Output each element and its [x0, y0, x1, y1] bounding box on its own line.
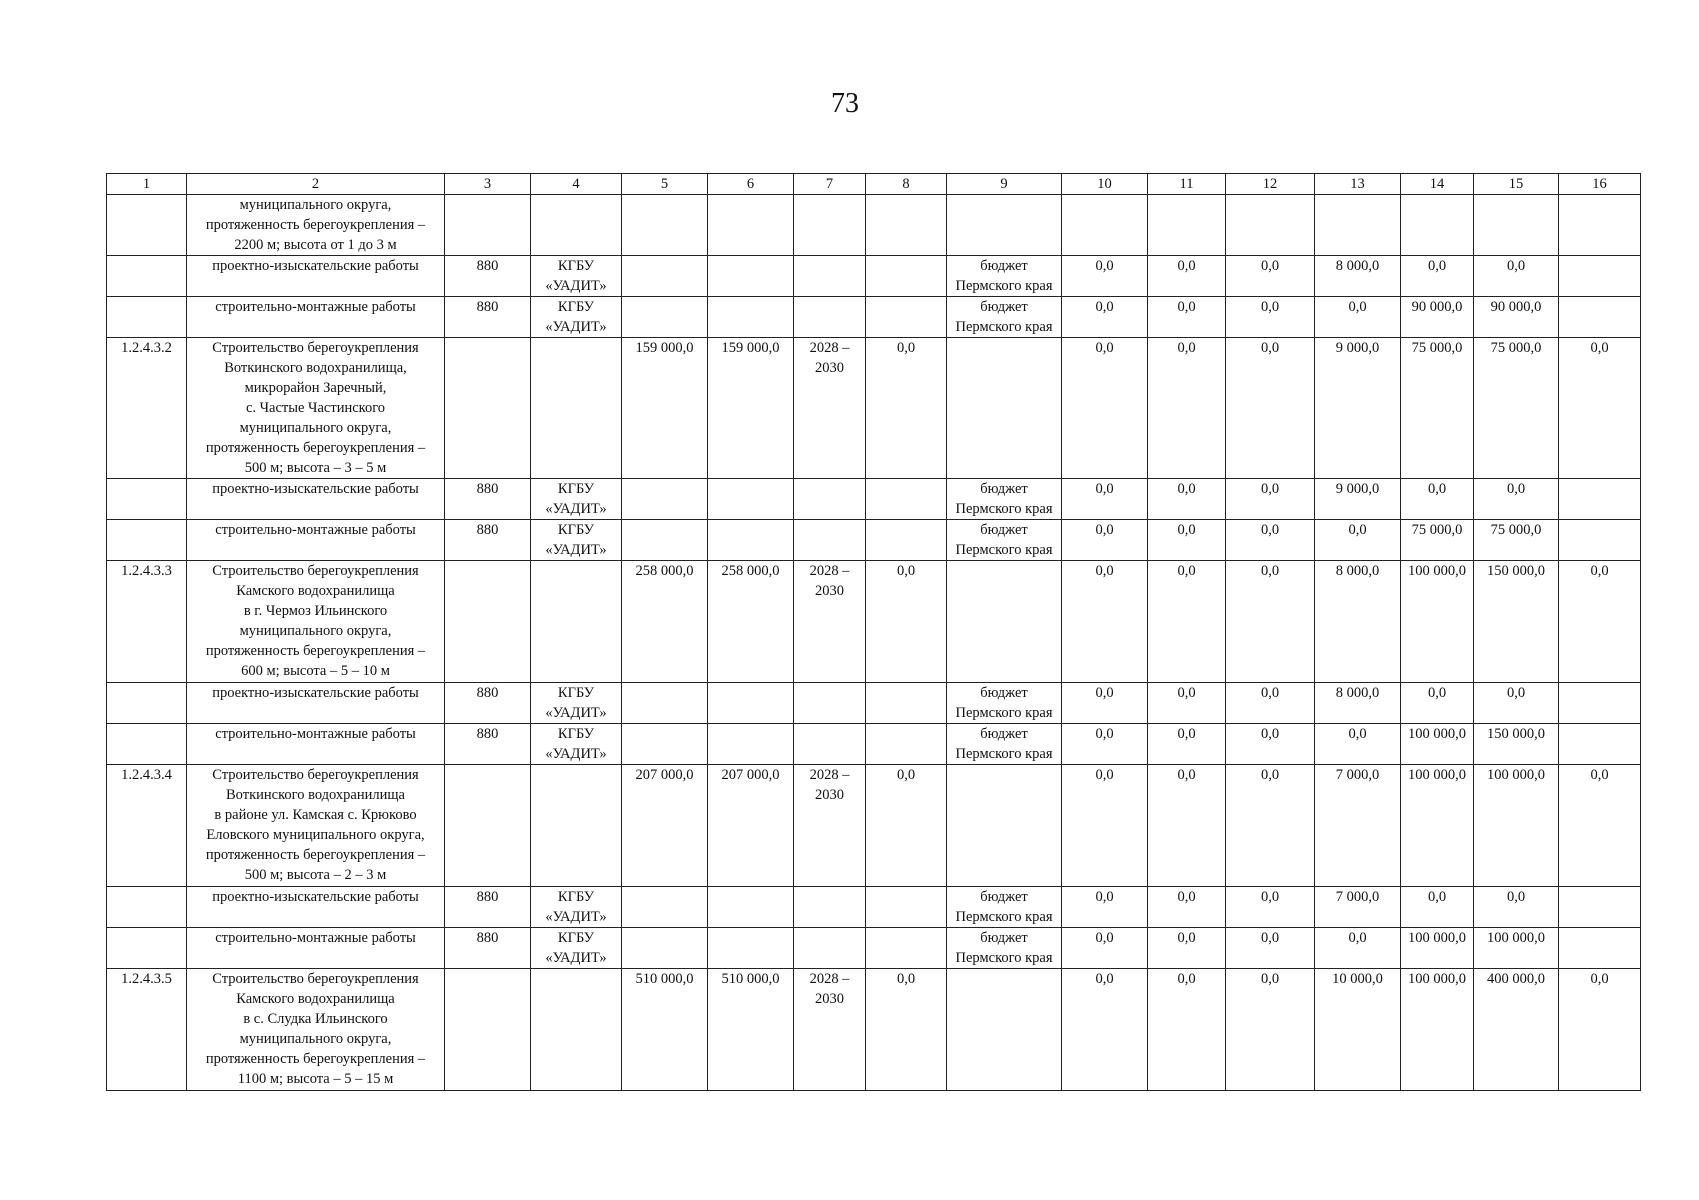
- table-cell: бюджет Пермского края: [947, 256, 1062, 297]
- table-cell: [531, 338, 622, 479]
- table-cell: [794, 256, 866, 297]
- table-row: [107, 479, 1641, 520]
- table-cell: 8 000,0: [1315, 561, 1401, 683]
- table-cell: [947, 765, 1062, 887]
- table-cell: 880: [445, 297, 531, 338]
- table-cell: [107, 297, 187, 338]
- table-cell: КГБУ «УАДИТ»: [531, 297, 622, 338]
- table-cell: [622, 928, 708, 969]
- table-cell: [107, 479, 187, 520]
- table-cell: 0,0: [1148, 969, 1226, 1091]
- table-row: [107, 338, 1641, 479]
- table-cell: [947, 561, 1062, 683]
- table-cell: 0,0: [1148, 683, 1226, 724]
- table-cell: строительно-монтажные работы: [187, 724, 445, 765]
- table-cell: [866, 520, 947, 561]
- table-cell: [531, 765, 622, 887]
- table-cell: 7 000,0: [1315, 887, 1401, 928]
- table-cell: 150 000,0: [1474, 724, 1559, 765]
- table-row: [107, 195, 1641, 256]
- table-cell: 0,0: [1226, 887, 1315, 928]
- table-cell: [794, 479, 866, 520]
- table-cell: бюджет Пермского края: [947, 297, 1062, 338]
- table-cell: [866, 724, 947, 765]
- table-cell: [794, 887, 866, 928]
- header-cell: 4: [531, 174, 622, 195]
- table-cell: 0,0: [866, 338, 947, 479]
- table-cell: проектно-изыскательские работы: [187, 256, 445, 297]
- table-cell: 258 000,0: [622, 561, 708, 683]
- header-cell: 13: [1315, 174, 1401, 195]
- table-cell: 880: [445, 256, 531, 297]
- table-cell: 510 000,0: [708, 969, 794, 1091]
- table-cell: КГБУ «УАДИТ»: [531, 887, 622, 928]
- table-cell: 0,0: [1062, 765, 1148, 887]
- table-cell: 0,0: [1148, 928, 1226, 969]
- table-cell: 75 000,0: [1474, 338, 1559, 479]
- header-cell: 7: [794, 174, 866, 195]
- table-cell: бюджет Пермского края: [947, 887, 1062, 928]
- table-row: [107, 724, 1641, 765]
- table-cell: КГБУ «УАДИТ»: [531, 520, 622, 561]
- table-cell: [708, 887, 794, 928]
- table-row: [107, 765, 1641, 887]
- table-cell: 0,0: [1401, 256, 1474, 297]
- table-cell: 0,0: [1226, 256, 1315, 297]
- table-cell: 0,0: [1315, 928, 1401, 969]
- table-cell: проектно-изыскательские работы: [187, 887, 445, 928]
- table-cell: 0,0: [1226, 479, 1315, 520]
- table-cell: 1.2.4.3.2: [107, 338, 187, 479]
- table-cell: 0,0: [1062, 256, 1148, 297]
- table-cell: 2028 – 2030: [794, 338, 866, 479]
- header-cell: 10: [1062, 174, 1148, 195]
- table-cell: бюджет Пермского края: [947, 724, 1062, 765]
- table-cell: [1559, 256, 1641, 297]
- table-cell: 0,0: [1062, 297, 1148, 338]
- table-cell: Строительство берегоукрепления Камского водохранилища в г. Чермоз Ильинского муниципального округа, протяженность берегоукрепления – 600 м; высота – 5 – 10 м: [187, 561, 445, 683]
- table-cell: 880: [445, 683, 531, 724]
- table-cell: 0,0: [1148, 297, 1226, 338]
- table-cell: строительно-монтажные работы: [187, 297, 445, 338]
- table-cell: бюджет Пермского края: [947, 683, 1062, 724]
- table-cell: [622, 256, 708, 297]
- header-cell: 9: [947, 174, 1062, 195]
- table-cell: 0,0: [1062, 724, 1148, 765]
- table-cell: 159 000,0: [708, 338, 794, 479]
- table-cell: бюджет Пермского края: [947, 928, 1062, 969]
- table-cell: 75 000,0: [1401, 520, 1474, 561]
- table-cell: 8 000,0: [1315, 256, 1401, 297]
- table-row: [107, 887, 1641, 928]
- table-cell: [1401, 195, 1474, 256]
- table-cell: 0,0: [1148, 724, 1226, 765]
- table-cell: 0,0: [1148, 479, 1226, 520]
- table-cell: [866, 683, 947, 724]
- table-cell: [107, 887, 187, 928]
- table-cell: [1226, 195, 1315, 256]
- table-cell: [708, 520, 794, 561]
- table-cell: 0,0: [1226, 297, 1315, 338]
- table-cell: 880: [445, 928, 531, 969]
- table-cell: 1.2.4.3.3: [107, 561, 187, 683]
- table-row: [107, 520, 1641, 561]
- table-cell: 0,0: [1226, 561, 1315, 683]
- table-cell: 880: [445, 724, 531, 765]
- table-cell: 0,0: [1148, 520, 1226, 561]
- header-cell: 14: [1401, 174, 1474, 195]
- table-cell: 75 000,0: [1474, 520, 1559, 561]
- table-cell: 150 000,0: [1474, 561, 1559, 683]
- table-cell: [866, 256, 947, 297]
- table-cell: 2028 – 2030: [794, 969, 866, 1091]
- table-cell: 0,0: [1315, 520, 1401, 561]
- table-cell: [445, 765, 531, 887]
- table-cell: 75 000,0: [1401, 338, 1474, 479]
- budget-table: [106, 173, 1641, 1091]
- table-cell: 90 000,0: [1401, 297, 1474, 338]
- header-cell: 2: [187, 174, 445, 195]
- table-cell: 0,0: [1226, 338, 1315, 479]
- header-cell: 6: [708, 174, 794, 195]
- table-cell: 0,0: [1315, 724, 1401, 765]
- table-cell: 1.2.4.3.4: [107, 765, 187, 887]
- table-cell: [794, 195, 866, 256]
- table-cell: 880: [445, 479, 531, 520]
- table-cell: 0,0: [1148, 561, 1226, 683]
- table-cell: [622, 195, 708, 256]
- table-cell: [708, 724, 794, 765]
- table-cell: [1559, 297, 1641, 338]
- table-cell: 0,0: [1474, 683, 1559, 724]
- table-cell: 0,0: [1559, 765, 1641, 887]
- table-cell: строительно-монтажные работы: [187, 928, 445, 969]
- table-cell: [1474, 195, 1559, 256]
- table-cell: [1559, 928, 1641, 969]
- table-row: [107, 561, 1641, 683]
- header-row: [107, 174, 1641, 195]
- header-cell: 11: [1148, 174, 1226, 195]
- header-cell: 3: [445, 174, 531, 195]
- table-cell: 0,0: [1148, 765, 1226, 887]
- table-cell: [708, 928, 794, 969]
- table-cell: 0,0: [1062, 683, 1148, 724]
- table-cell: 2028 – 2030: [794, 765, 866, 887]
- table-cell: [947, 338, 1062, 479]
- table-cell: [445, 338, 531, 479]
- table-cell: [1559, 479, 1641, 520]
- table-cell: 100 000,0: [1474, 765, 1559, 887]
- table-cell: 0,0: [1474, 256, 1559, 297]
- table-cell: 0,0: [1226, 724, 1315, 765]
- table-cell: 0,0: [1559, 338, 1641, 479]
- table-cell: 0,0: [1062, 928, 1148, 969]
- table-cell: [708, 297, 794, 338]
- table-cell: КГБУ «УАДИТ»: [531, 479, 622, 520]
- table-cell: 0,0: [1148, 887, 1226, 928]
- table-cell: [622, 683, 708, 724]
- table-cell: 100 000,0: [1401, 969, 1474, 1091]
- table-cell: [708, 683, 794, 724]
- table-cell: 0,0: [1474, 479, 1559, 520]
- table-cell: [947, 969, 1062, 1091]
- table-cell: 0,0: [1226, 683, 1315, 724]
- table-cell: бюджет Пермского края: [947, 520, 1062, 561]
- table-row: [107, 256, 1641, 297]
- table-cell: 400 000,0: [1474, 969, 1559, 1091]
- table-cell: [107, 195, 187, 256]
- table-cell: [531, 561, 622, 683]
- table-cell: 0,0: [1474, 887, 1559, 928]
- table-cell: 880: [445, 520, 531, 561]
- table-cell: [866, 297, 947, 338]
- table-cell: 100 000,0: [1401, 561, 1474, 683]
- table-cell: [1559, 520, 1641, 561]
- table-cell: 159 000,0: [622, 338, 708, 479]
- table-cell: 0,0: [1401, 887, 1474, 928]
- table-cell: 100 000,0: [1474, 928, 1559, 969]
- table-cell: 0,0: [1315, 297, 1401, 338]
- table-cell: [708, 256, 794, 297]
- header-cell: 12: [1226, 174, 1315, 195]
- table-row: [107, 928, 1641, 969]
- table-cell: Строительство берегоукрепления Камского водохранилища в с. Слудка Ильинского муниципального округа, протяженность берегоукрепления – 1100 м; высота – 5 – 15 м: [187, 969, 445, 1091]
- table-cell: 207 000,0: [708, 765, 794, 887]
- table-cell: 0,0: [1062, 969, 1148, 1091]
- table-cell: 100 000,0: [1401, 724, 1474, 765]
- table-cell: 0,0: [866, 561, 947, 683]
- table-cell: КГБУ «УАДИТ»: [531, 256, 622, 297]
- table-cell: [794, 724, 866, 765]
- table-cell: [866, 887, 947, 928]
- table-cell: строительно-монтажные работы: [187, 520, 445, 561]
- table-cell: 0,0: [1062, 338, 1148, 479]
- table-cell: 0,0: [1062, 887, 1148, 928]
- table-cell: [107, 256, 187, 297]
- table-cell: [708, 479, 794, 520]
- table-cell: [107, 520, 187, 561]
- table-cell: 100 000,0: [1401, 928, 1474, 969]
- table-cell: КГБУ «УАДИТ»: [531, 724, 622, 765]
- header-cell: 1: [107, 174, 187, 195]
- table-cell: бюджет Пермского края: [947, 479, 1062, 520]
- page-number: 73: [831, 88, 859, 119]
- table-cell: [1148, 195, 1226, 256]
- table-cell: [445, 969, 531, 1091]
- table-row: [107, 969, 1641, 1091]
- table-cell: [107, 724, 187, 765]
- table-cell: [107, 683, 187, 724]
- table-cell: КГБУ «УАДИТ»: [531, 683, 622, 724]
- table-cell: 8 000,0: [1315, 683, 1401, 724]
- table-cell: [1062, 195, 1148, 256]
- table-cell: 0,0: [1148, 256, 1226, 297]
- table-cell: [947, 195, 1062, 256]
- table-cell: [622, 887, 708, 928]
- table-cell: [1559, 887, 1641, 928]
- table-cell: 100 000,0: [1401, 765, 1474, 887]
- table-cell: [794, 520, 866, 561]
- table-cell: [866, 928, 947, 969]
- table-cell: [794, 297, 866, 338]
- table-cell: [794, 683, 866, 724]
- table-body: [107, 174, 1641, 1091]
- table-cell: 0,0: [1226, 520, 1315, 561]
- table-cell: [1559, 195, 1641, 256]
- table-cell: 880: [445, 887, 531, 928]
- table-cell: 90 000,0: [1474, 297, 1559, 338]
- table-cell: проектно-изыскательские работы: [187, 683, 445, 724]
- table-cell: 0,0: [866, 765, 947, 887]
- table-cell: [445, 195, 531, 256]
- table-cell: Строительство берегоукрепления Воткинского водохранилища, микрорайон Заречный, с. Частые Частинского муниципального округа, протяженность берегоукрепления – 500 м; высота – 3 – 5 м: [187, 338, 445, 479]
- header-cell: 16: [1559, 174, 1641, 195]
- table-cell: 7 000,0: [1315, 765, 1401, 887]
- table-cell: проектно-изыскательские работы: [187, 479, 445, 520]
- table-cell: [531, 969, 622, 1091]
- table-cell: КГБУ «УАДИТ»: [531, 928, 622, 969]
- table-cell: [794, 928, 866, 969]
- table-row: [107, 683, 1641, 724]
- table-cell: 0,0: [1401, 683, 1474, 724]
- table-cell: [1315, 195, 1401, 256]
- table-cell: [866, 479, 947, 520]
- header-cell: 5: [622, 174, 708, 195]
- table-cell: 258 000,0: [708, 561, 794, 683]
- header-cell: 8: [866, 174, 947, 195]
- table-cell: 0,0: [866, 969, 947, 1091]
- table-cell: 0,0: [1148, 338, 1226, 479]
- table-cell: [1559, 724, 1641, 765]
- table-cell: [622, 724, 708, 765]
- table-cell: [107, 928, 187, 969]
- table-cell: муниципального округа, протяженность берегоукрепления – 2200 м; высота от 1 до 3 м: [187, 195, 445, 256]
- table-cell: [445, 561, 531, 683]
- table-cell: 510 000,0: [622, 969, 708, 1091]
- table-cell: 0,0: [1226, 765, 1315, 887]
- table-cell: 0,0: [1226, 969, 1315, 1091]
- table-cell: 0,0: [1062, 520, 1148, 561]
- table-row: [107, 297, 1641, 338]
- table-cell: 2028 – 2030: [794, 561, 866, 683]
- table-cell: 0,0: [1559, 561, 1641, 683]
- table-cell: 0,0: [1062, 561, 1148, 683]
- table-cell: [866, 195, 947, 256]
- table-cell: [708, 195, 794, 256]
- table-cell: [622, 520, 708, 561]
- table-cell: 9 000,0: [1315, 338, 1401, 479]
- table-cell: 0,0: [1226, 928, 1315, 969]
- table-cell: 9 000,0: [1315, 479, 1401, 520]
- table-cell: 0,0: [1401, 479, 1474, 520]
- table-cell: 0,0: [1559, 969, 1641, 1091]
- table-cell: 1.2.4.3.5: [107, 969, 187, 1091]
- table-cell: [622, 297, 708, 338]
- table-cell: Строительство берегоукрепления Воткинского водохранилища в районе ул. Камская с. Крюково Еловского муниципального округа, протяженность берегоукрепления – 500 м; высота – 2 – 3 м: [187, 765, 445, 887]
- table-cell: [1559, 683, 1641, 724]
- table-cell: 0,0: [1062, 479, 1148, 520]
- table-cell: [531, 195, 622, 256]
- table-cell: 10 000,0: [1315, 969, 1401, 1091]
- table-cell: 207 000,0: [622, 765, 708, 887]
- table-cell: [622, 479, 708, 520]
- header-cell: 15: [1474, 174, 1559, 195]
